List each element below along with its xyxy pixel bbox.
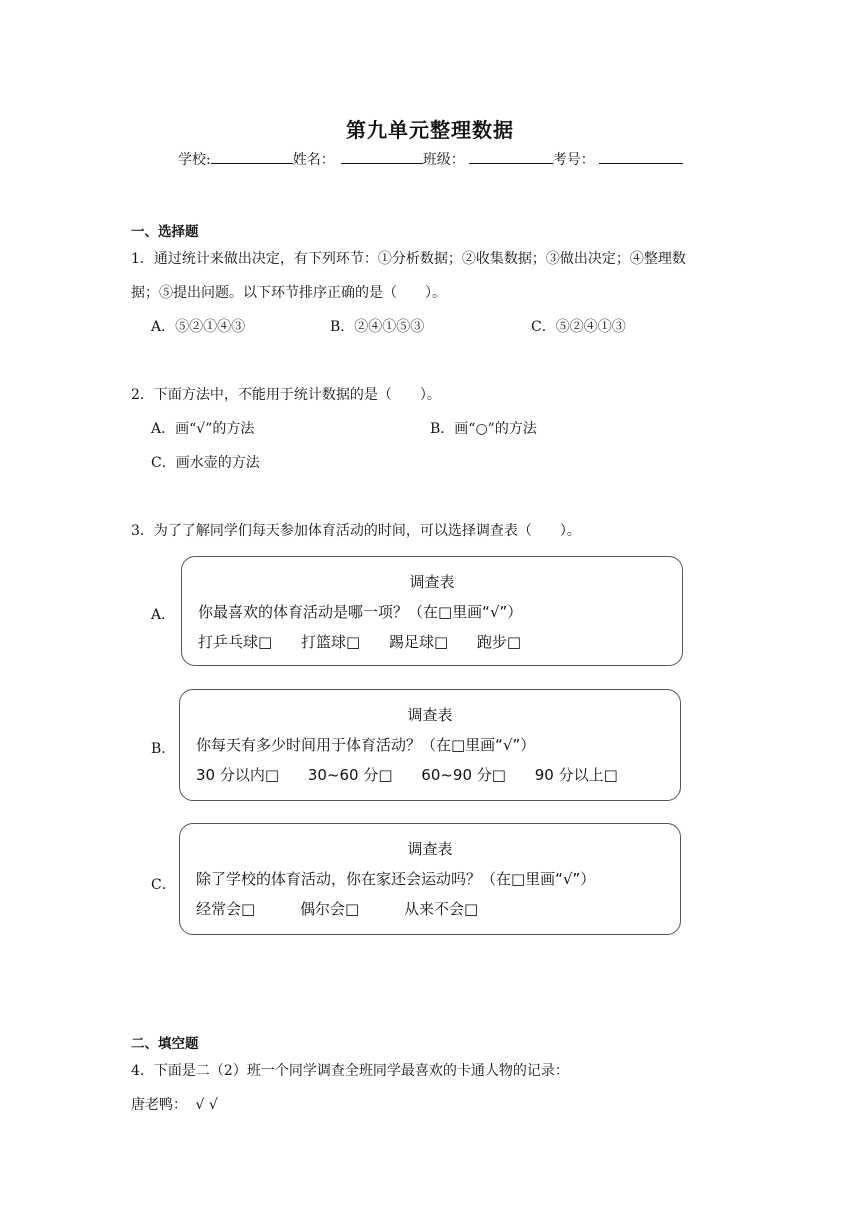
record-label: 唐老鸭： (131, 1097, 187, 1113)
question-3-text: 3．为了了解同学们每天参加体育活动的时间，可以选择调查表（ ）。 (131, 523, 581, 539)
school-label: 学校: (178, 152, 211, 168)
class-label: 班级： (422, 152, 465, 168)
question-2-text: 2．下面方法中，不能用于统计数据的是（ ）。 (131, 387, 441, 403)
student-info-row (178, 149, 683, 169)
survey-a-choices (198, 631, 545, 652)
exam-no-blank[interactable] (599, 149, 683, 164)
survey-b-choice: 90 分以上□ (534, 766, 618, 784)
survey-c-question: 除了学校的体育活动，你在家还会运动吗？（在□里画“√”） (196, 870, 596, 888)
survey-b-choices (196, 764, 642, 785)
question-3-option-a-label[interactable]: A． (151, 607, 176, 623)
record-marks: √ √ (195, 1097, 218, 1113)
survey-b-choice: 30 分以内□ (196, 766, 280, 784)
survey-c-choice: 从来不会□ (403, 900, 479, 918)
survey-table-b[interactable] (179, 689, 681, 801)
survey-c-choices (196, 898, 502, 919)
question-3-option-b-label[interactable]: B． (151, 741, 176, 757)
question-2-option-a[interactable]: A．画“√”的方法 (151, 421, 255, 437)
survey-a-choice: 跑步□ (476, 633, 522, 651)
survey-a-question: 你最喜欢的体育活动是哪一项？（在□里画“√”） (198, 603, 523, 621)
survey-c-choice: 偶尔会□ (299, 900, 360, 918)
question-1-option-b[interactable]: B．②④①⑤③ (330, 319, 425, 335)
survey-a-choice: 打乒乓球□ (198, 633, 273, 651)
question-3-option-c-label[interactable]: C． (151, 877, 176, 893)
survey-c-choice: 经常会□ (196, 900, 256, 918)
survey-b-question: 你每天有多少时间用于体育活动？（在□里画“√”） (196, 736, 536, 754)
question-1-option-a[interactable]: A．⑤②①④③ (151, 319, 246, 335)
survey-c-title: 调查表 (407, 840, 453, 858)
survey-a-choice: 打篮球□ (300, 633, 361, 651)
survey-table-a[interactable] (181, 556, 683, 666)
survey-b-choice: 60~90 分□ (421, 766, 506, 784)
question-1-line1: 1．通过统计来做出决定，有下列环节：①分析数据；②收集数据；③做出决定；④整理数 (131, 251, 686, 267)
name-label: 姓名： (292, 152, 335, 168)
question-2-option-c[interactable]: C．画水壶的方法 (151, 455, 260, 471)
exam-no-label: 考号： (552, 152, 595, 168)
section-heading-fill-blank: 二、填空题 (131, 1036, 199, 1052)
section-heading-choice: 一、选择题 (131, 224, 199, 240)
class-blank[interactable] (469, 149, 553, 164)
survey-b-choice: 30~60 分□ (307, 766, 393, 784)
page-title: 第九单元整理数据 (346, 118, 514, 142)
question-1-line2: 据；⑤提出问题。以下环节排序正确的是（ ）。 (131, 285, 446, 301)
question-4-text: 4．下面是二（2）班一个同学调查全班同学最喜欢的卡通人物的记录： (131, 1063, 569, 1079)
survey-a-title: 调查表 (409, 573, 455, 591)
question-2-option-b[interactable]: B．画“○”的方法 (430, 421, 537, 437)
survey-b-title: 调查表 (407, 706, 453, 724)
name-blank[interactable] (341, 149, 423, 164)
question-4-record (131, 1094, 218, 1114)
survey-a-choice: 踢足球□ (388, 633, 449, 651)
survey-table-c[interactable] (179, 823, 681, 935)
school-blank[interactable] (211, 149, 293, 164)
question-1-option-c[interactable]: C．⑤②④①③ (531, 319, 626, 335)
